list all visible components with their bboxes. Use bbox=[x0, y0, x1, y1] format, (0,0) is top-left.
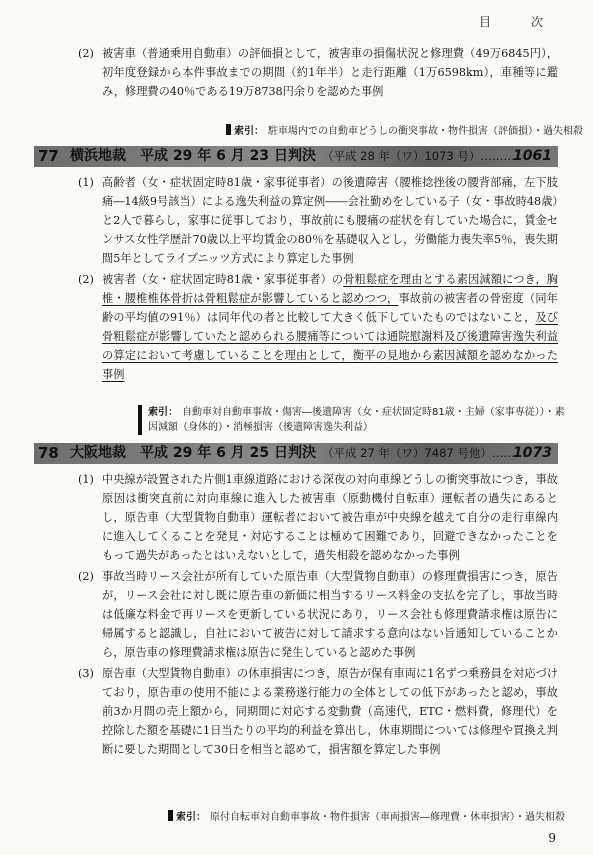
list-item bbox=[78, 470, 558, 565]
page-number: 9 bbox=[548, 831, 556, 845]
case-docket: （平成 27 年（ワ）7487 号他）……… bbox=[322, 446, 527, 460]
top-items bbox=[78, 44, 558, 101]
list-item bbox=[78, 664, 558, 759]
case-band bbox=[34, 146, 558, 167]
item-text: 被害者（女・症状固定時81歳・家事従事者）の bbox=[102, 273, 344, 286]
item-text: 中央線が設置された片側1車線道路における深夜の対向車線どうしの衝突事故につき，事故原因は衝突直前に対向車線に進入した被害車（原動機付自転車）運転者の過失にあるとし，原告車（大型貨物自動車）運転者において被告車が中央線を越えて自分の走行車線内に進入してくることを発見・対応することは極めて困難であり，回避できなかったことをもって過失があったとはいえないとして，過失相殺を認めなかった事例 bbox=[102, 473, 558, 562]
item-number: (2) bbox=[78, 570, 94, 583]
index-text: 自動車対自動車事故・傷害―後遺障害（女・症状固定時81歳・主婦（家事専従））・素因減額（身体的）・消極損害（後遺障害逸失利益） bbox=[148, 407, 565, 433]
index-text: 駐車場内での自動車どうしの衝突事故・物件損害（評価損）・過失相殺 bbox=[268, 126, 583, 137]
item-text: 被害車（普通乗用自動車）の評価損として，被害車の損傷状況と修理費（49万6845円），初年度登録から本件事故までの期間（約1年半）と走行距離（1万6598km），車種等に鑑み，修理費の40％である19万8738円余りを認めた事例 bbox=[102, 47, 558, 98]
case-78-items bbox=[78, 470, 558, 759]
index-marker bbox=[226, 124, 231, 135]
index-label: 索引： bbox=[234, 126, 264, 137]
case-page: 1061 bbox=[513, 148, 552, 164]
case-court: 大阪地裁 平成 29 年 6 月 25 日判決 bbox=[70, 445, 316, 461]
list-item bbox=[78, 567, 558, 662]
item-text: 事故当時リース会社が所有していた原告車（大型貨物自動車）の修理費損害につき，原告が，リース会社に対し既に原告車の新価に相当するリース料金の支払を完了し，事故当時は低廉な料金で再リースを更新している状況にあり，リース会社も修理費請求権は原告に帰属すると認識し，自社において被告に対して請求する意向はない旨通知していることから，原告車の修理費請求権は原告に発生していると認めた事例 bbox=[102, 570, 558, 659]
item-text: 事故前の被害者の骨密度（同年齢の平均値の91％）は同年代の者と比較して大きく低下していたものではないこと， bbox=[102, 292, 558, 324]
case-page: 1073 bbox=[513, 445, 552, 461]
item-text-underlined: 骨粗鬆症を理由とする素因減額につき，胸椎・腰椎椎体骨折は骨粗鬆症が影響していると認めつつ， bbox=[102, 273, 558, 305]
item-number: (2) bbox=[78, 273, 94, 286]
index-label: 索引： bbox=[148, 407, 178, 418]
index-line bbox=[168, 810, 565, 825]
item-number: (1) bbox=[78, 473, 94, 486]
item-number: (3) bbox=[78, 667, 94, 680]
case-number: 77 bbox=[38, 147, 59, 165]
list-item bbox=[78, 173, 558, 268]
header-title: 目 次 bbox=[478, 15, 557, 29]
case-77-items bbox=[78, 173, 558, 384]
item-number: (2) bbox=[78, 47, 94, 60]
list-item bbox=[78, 44, 558, 101]
index-label: 索引： bbox=[176, 812, 206, 823]
case-number: 78 bbox=[38, 444, 59, 462]
index-line bbox=[138, 405, 568, 435]
item-text: 高齢者（女・症状固定時81歳・家事従事者）の後遺障害（腰椎捻挫後の腰背部痛，左下肢痛―14級9号該当）による逸失利益の算定例――会社勤めをしている子（女・事故時48歳）と2人で暮らし，家事に従事しており，事故前にも腰痛の症状を有していた場合に，賃金センサス女性学歴計70歳以上平均賃金の80％を基礎収入とし，労働能力喪失率5％，喪失期間5年としてライプニッツ方式により算定した事例 bbox=[102, 176, 558, 265]
item-text-underlined: 及び骨粗鬆症が影響していたと認められる腰痛等については通院慰謝料及び後遺障害逸失利益の算定において考慮していることを理由として，衡平の見地から素因減額を認めなかった事例 bbox=[102, 311, 558, 381]
index-marker bbox=[168, 810, 173, 821]
case-court: 横浜地裁 平成 29 年 6 月 23 日判決 bbox=[70, 148, 316, 164]
item-number: (1) bbox=[78, 176, 94, 189]
index-line bbox=[226, 124, 583, 139]
index-text: 原付自転車対自動車事故・物件損害（車両損害―修理費・休車損害）・過失相殺 bbox=[210, 812, 565, 823]
case-band bbox=[34, 443, 558, 464]
list-item bbox=[78, 270, 558, 384]
item-text: 原告車（大型貨物自動車）の休車損害につき，原告が保有車両に1名ずつ乗務員を対応づけており，原告車の使用不能による業務遂行能力の全体としての低下があったと認め，事故前3か月間の売上額から，同期間に対応する変動費（高速代，ETC・燃料費，修理代）を控除した額を基礎に1日当たりの平均的利益を算出し，休車期間については修理や買換え判断に要した期間として30日を相当と認めて，損害額を算定した事例 bbox=[102, 667, 558, 756]
case-docket: （平成 28 年（ワ）1073 号）……… bbox=[322, 149, 515, 163]
